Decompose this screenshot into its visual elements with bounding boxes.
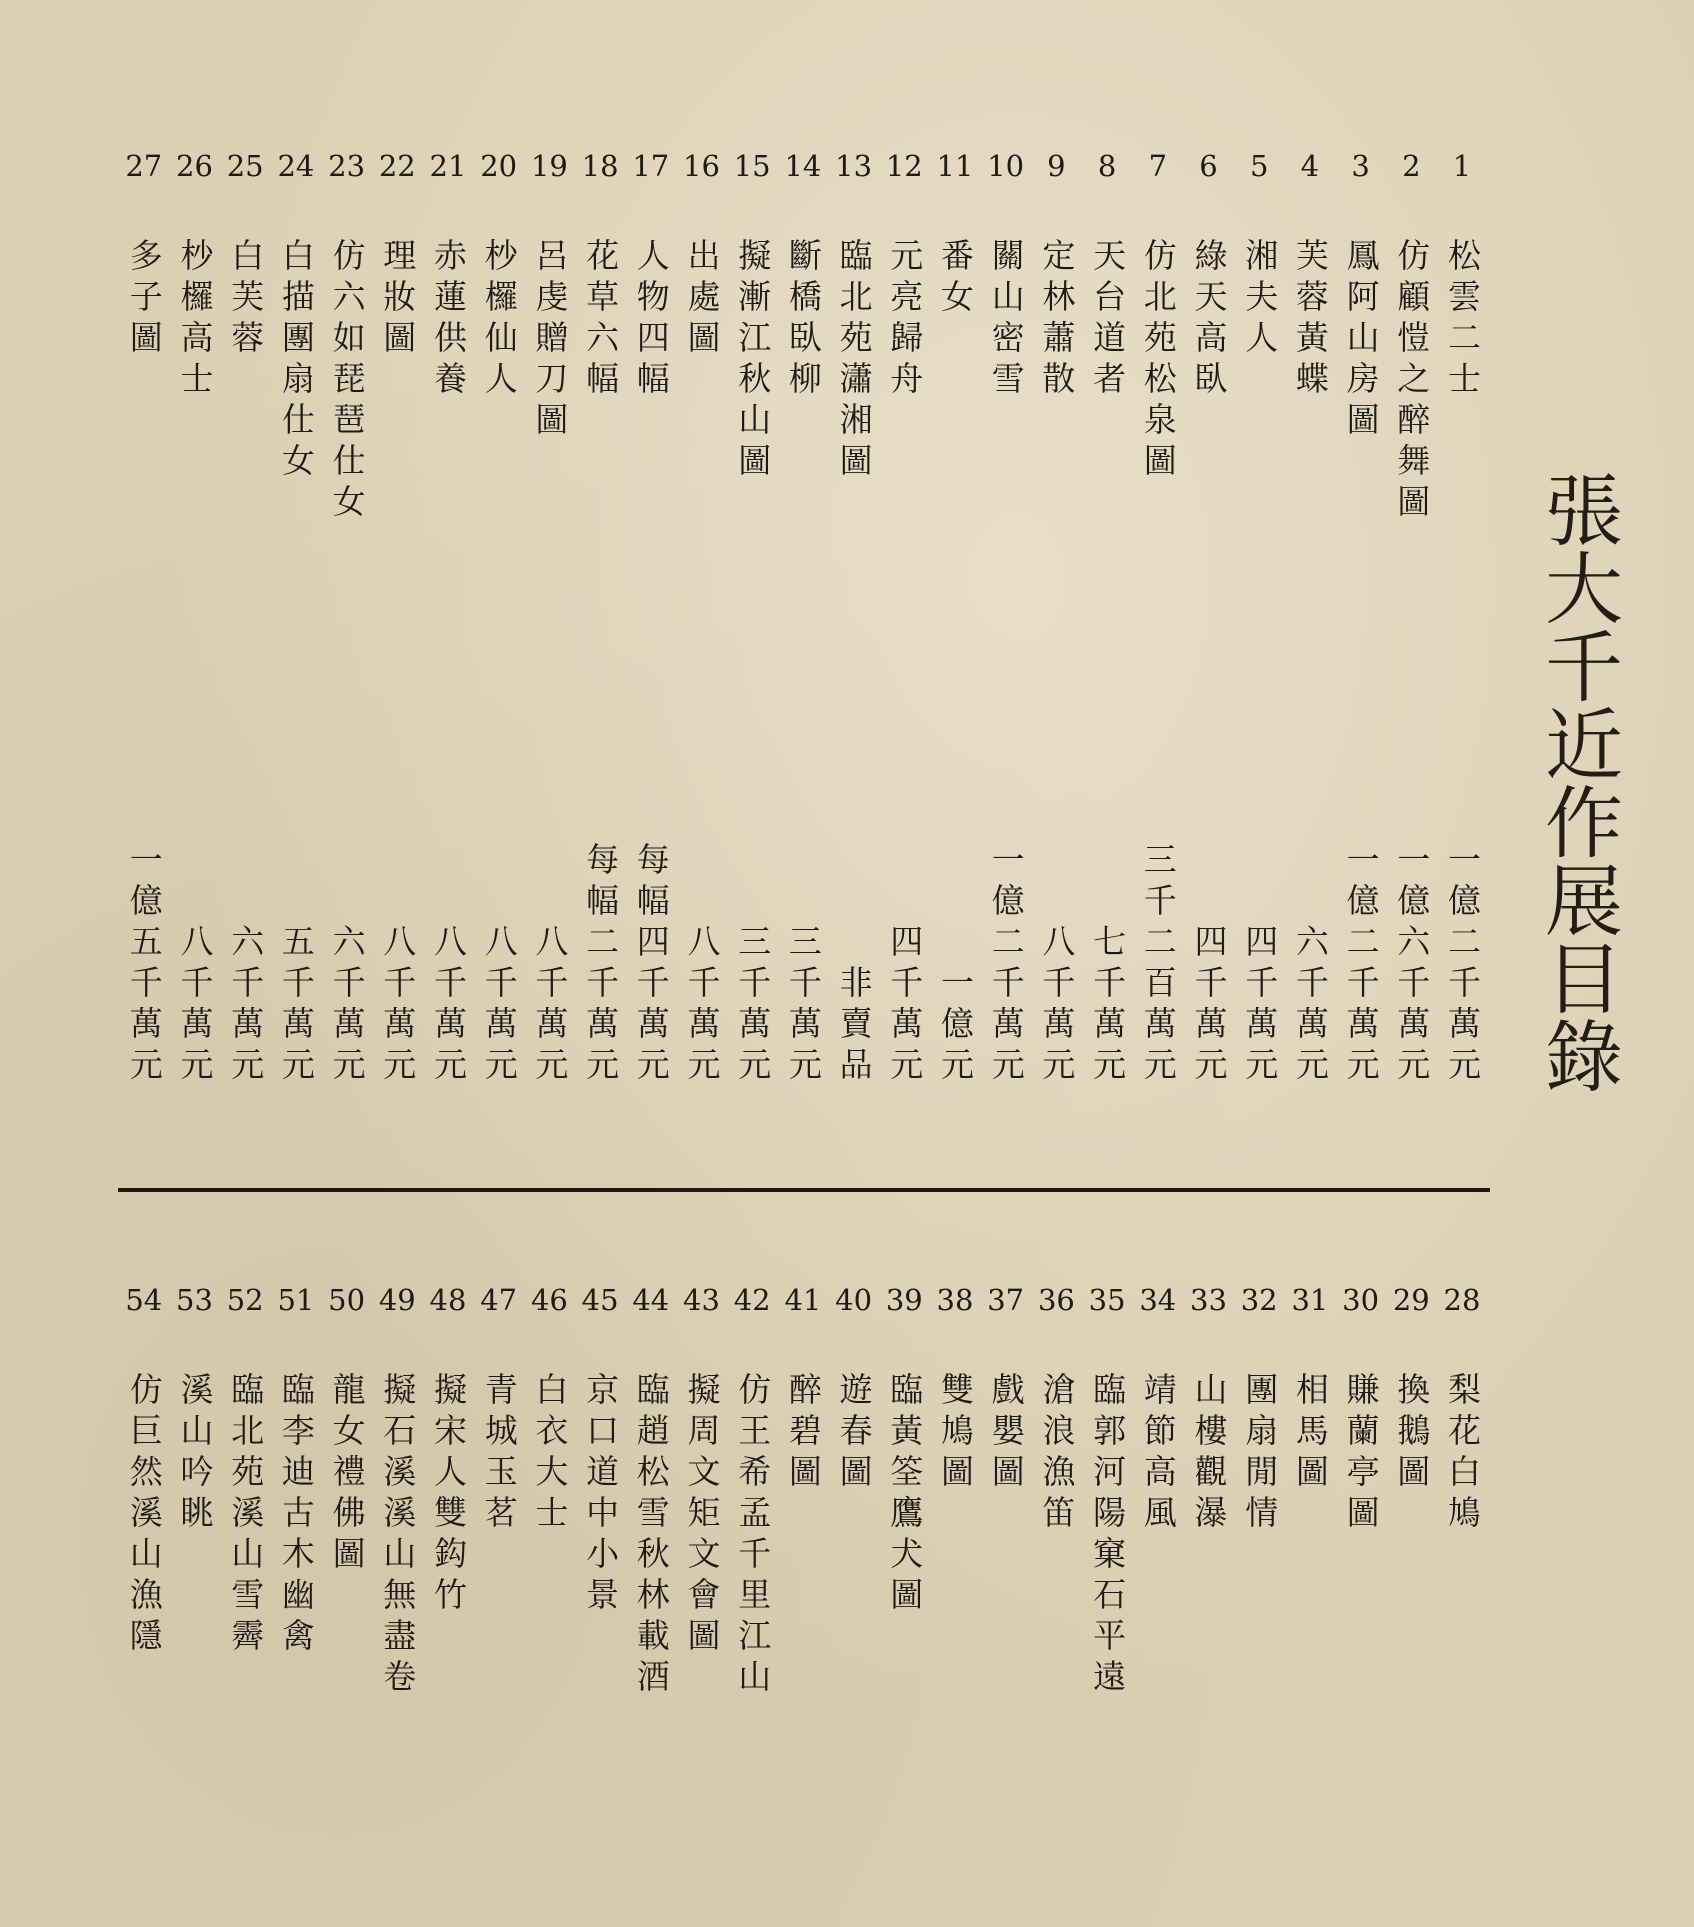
item-price: 三千二百萬元 [1138,842,1178,1088]
item-price: 一億二千萬元 [1443,842,1482,1088]
item-title: 臨北苑溪山雪霽 [226,1372,266,1659]
item-price: 三千萬元 [783,924,823,1088]
item-price-block [727,838,777,1088]
item-title: 雙鳩圖 [936,1372,975,1495]
item-number: 41 [784,1283,822,1317]
item-price-block [524,838,574,1088]
item-number: 32 [1240,1283,1278,1317]
item-number: 9 [1047,149,1066,183]
item-number: 31 [1291,1283,1329,1317]
item-number: 13 [835,149,873,183]
item-title: 仿巨然溪山漁隱 [124,1372,164,1659]
item-price: 四千萬元 [1189,924,1229,1088]
item-title: 醉碧圖 [783,1372,823,1495]
item-number: 20 [480,149,518,183]
item-title: 仿顧愷之醉舞圖 [1392,238,1432,525]
item-price-block [930,838,980,1088]
item-number: 38 [936,1283,974,1317]
item-price: 一億五千萬元 [124,842,164,1088]
item-title: 花草六幅 [581,238,621,402]
item-number: 30 [1342,1283,1380,1317]
item-title: 湘夫人 [1240,238,1280,361]
item-price-block [1336,838,1386,1088]
item-price-block [1234,838,1284,1088]
item-title: 白芙蓉 [226,238,266,361]
item-title: 臨趙松雪秋林載酒 [631,1372,671,1700]
item-price-block [829,838,879,1088]
item-price: 七千萬元 [1088,924,1128,1088]
item-price-block [1285,838,1335,1088]
item-price-block [1082,838,1132,1088]
item-number: 16 [683,149,720,183]
item-price: 八千萬元 [479,924,519,1088]
item-number: 27 [125,149,163,183]
item-title: 白衣大士 [530,1372,570,1536]
item-number: 44 [632,1283,670,1317]
item-title: 天台道者 [1088,238,1128,402]
item-title: 綠天高臥 [1189,238,1229,402]
item-price-block [372,838,422,1088]
item-number: 52 [226,1283,264,1317]
item-price: 六千萬元 [226,924,266,1088]
item-number: 22 [378,149,416,183]
item-price-block [677,838,727,1088]
item-price: 每幅二千萬元 [581,842,621,1088]
item-number: 36 [1037,1283,1075,1317]
item-price-block [1133,838,1183,1088]
item-title: 鳳阿山房圖 [1341,238,1381,443]
item-title: 遊春圖 [834,1372,874,1495]
item-price-block [271,838,321,1088]
item-number: 48 [429,1283,467,1317]
item-price: 六千萬元 [327,924,367,1088]
item-title: 擬宋人雙鈎竹 [429,1372,468,1618]
item-number: 10 [987,149,1025,183]
item-number: 14 [784,149,822,183]
item-title: 仿六如琵琶仕女 [327,238,367,525]
item-number: 29 [1392,1283,1430,1317]
item-title: 臨北苑瀟湘圖 [834,238,874,484]
item-title: 松雲二士 [1443,238,1482,402]
item-number: 23 [328,149,366,183]
item-number: 6 [1199,149,1218,183]
item-title: 白描團扇仕女 [276,238,316,484]
item-number: 25 [226,149,264,183]
item-number: 33 [1190,1283,1227,1317]
item-title: 仿王希孟千里江山 [733,1372,773,1700]
item-price-block [119,838,169,1088]
item-price-block [170,838,220,1088]
item-title: 臨李迪古木幽禽 [276,1372,316,1659]
item-title: 理妝圖 [378,238,418,361]
item-number: 53 [176,1283,213,1317]
item-title: 臨黃筌鷹犬圖 [885,1372,925,1618]
item-title: 京口道中小景 [581,1372,621,1618]
item-number: 34 [1139,1283,1177,1317]
item-price: 八千萬元 [682,924,722,1088]
item-title: 梨花白鳩 [1443,1372,1482,1536]
item-number: 3 [1351,149,1370,183]
item-price: 八千萬元 [429,924,468,1088]
item-price-block [981,838,1031,1088]
item-title: 戲嬰圖 [986,1372,1026,1495]
item-number: 50 [328,1283,366,1317]
item-number: 5 [1249,149,1269,183]
item-number: 4 [1300,149,1320,183]
item-title: 山樓觀瀑 [1189,1372,1229,1536]
item-price: 四千萬元 [1240,924,1280,1088]
item-title: 杪欏仙人 [479,238,519,402]
item-price-block [879,838,929,1088]
page-title: 張大千近作展目錄 [1532,470,1622,1094]
item-number: 18 [581,149,619,183]
item-title: 番女 [936,238,975,320]
item-number: 28 [1443,1283,1481,1317]
item-price-block [778,838,828,1088]
item-title: 斷橋臥柳 [783,238,823,402]
item-title: 擬周文矩文會圖 [682,1372,722,1659]
item-title: 定林蕭散 [1037,238,1077,402]
item-title: 擬漸江秋山圖 [733,238,773,484]
item-price: 一億二千萬元 [986,842,1026,1088]
item-title: 臨郭河陽窠石平遠 [1088,1372,1128,1700]
item-number: 37 [987,1283,1025,1317]
item-price-block [575,838,625,1088]
item-title: 靖節高風 [1138,1372,1178,1536]
item-price-block [626,838,676,1088]
item-title: 龍女禮佛圖 [327,1372,367,1577]
item-number: 24 [277,149,315,183]
item-number: 45 [581,1283,619,1317]
section-divider [118,1188,1490,1192]
item-number: 51 [277,1283,315,1317]
item-number: 8 [1097,149,1117,183]
item-number: 2 [1402,149,1421,183]
item-number: 49 [378,1283,416,1317]
item-price: 一億六千萬元 [1392,842,1432,1088]
item-price: 八千萬元 [1037,924,1077,1088]
item-price-block [1437,838,1487,1088]
item-title: 杪欏高士 [175,238,215,402]
item-title: 多子圖 [124,238,164,361]
item-title: 出處圖 [682,238,722,361]
item-price: 八千萬元 [530,924,570,1088]
item-title: 赤蓮供養 [429,238,468,402]
item-price-block [220,838,270,1088]
item-price: 非賣品 [834,965,874,1088]
item-number: 46 [530,1283,568,1317]
item-number: 54 [125,1283,163,1317]
item-number: 26 [176,149,213,183]
item-number: 47 [480,1283,518,1317]
item-number: 1 [1452,149,1472,183]
item-price-block [1031,838,1081,1088]
item-number: 39 [885,1283,923,1317]
item-title: 賺蘭亭圖 [1341,1372,1381,1536]
item-title: 元亮歸舟 [885,238,925,402]
item-price: 一億二千萬元 [1341,842,1381,1088]
item-title: 青城玉茗 [479,1372,519,1536]
item-number: 40 [835,1283,873,1317]
item-number: 15 [733,149,771,183]
item-price: 六千萬元 [1290,924,1330,1088]
item-number: 19 [530,149,568,183]
item-title: 芙蓉黃蝶 [1290,238,1330,402]
item-price: 一億元 [936,965,975,1088]
item-price-block [474,838,524,1088]
item-number: 7 [1148,149,1168,183]
item-title: 滄浪漁笛 [1037,1372,1077,1536]
item-price: 四千萬元 [885,924,925,1088]
item-price: 三千萬元 [733,924,773,1088]
item-title: 仿北苑松泉圖 [1138,238,1178,484]
item-number: 11 [936,149,974,183]
item-price: 八千萬元 [175,924,215,1088]
item-title: 溪山吟眺 [175,1372,215,1536]
item-price: 五千萬元 [276,924,316,1088]
item-title: 擬石溪溪山無盡卷 [378,1372,418,1700]
item-price-block [1184,838,1234,1088]
item-number: 17 [632,149,670,183]
item-title: 關山密雪 [986,238,1026,402]
item-price-block [423,838,473,1088]
item-title: 人物四幅 [631,238,671,402]
item-title: 團扇閒情 [1240,1372,1280,1536]
item-price: 八千萬元 [378,924,418,1088]
item-number: 12 [885,149,923,183]
item-number: 42 [733,1283,771,1317]
item-price: 每幅四千萬元 [631,842,671,1088]
item-number: 21 [429,149,467,183]
item-number: 35 [1088,1283,1126,1317]
item-title: 呂虔贈刀圖 [530,238,570,443]
item-price-block [1386,838,1436,1088]
item-title: 相馬圖 [1290,1372,1330,1495]
item-price-block [322,838,372,1088]
item-number: 43 [683,1283,720,1317]
item-title: 換鵝圖 [1392,1372,1432,1495]
